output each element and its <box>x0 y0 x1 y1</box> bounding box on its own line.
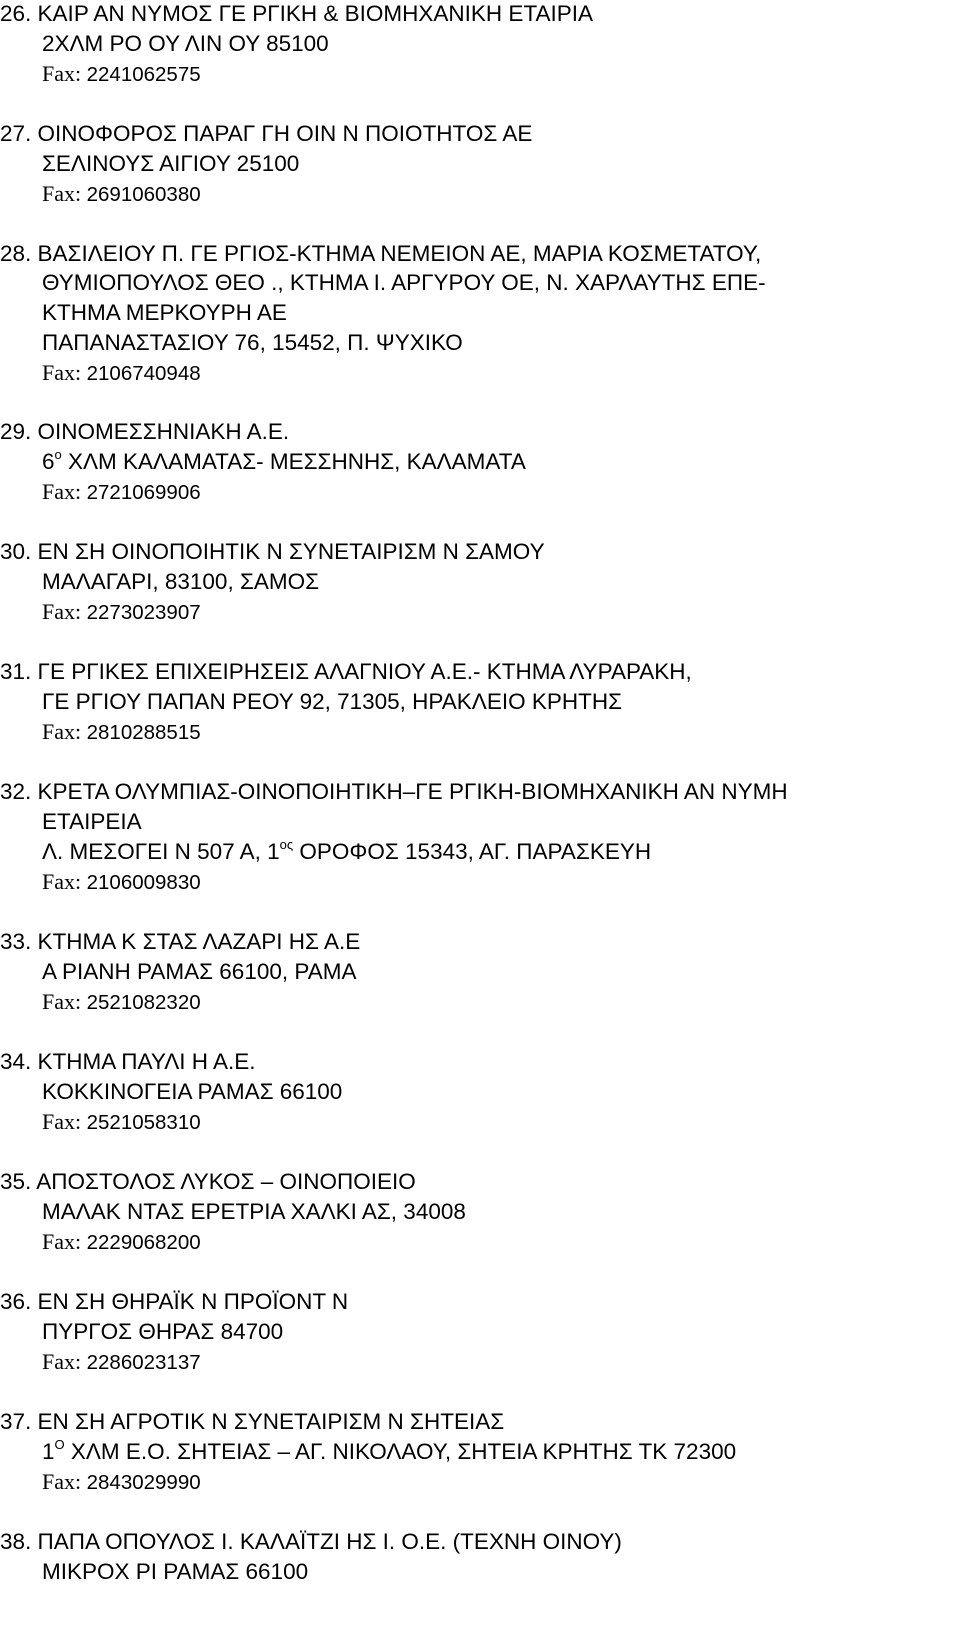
entry-31-name: 31. ΓΕ ΡΓΙΚΕΣ ΕΠΙΧΕΙΡΗΣΕΙΣ ΑΛΑΓΝΙΟΥ Α.Ε.- ΚΤΗΜΑ ΛΥΡΑΡΑΚΗ, <box>0 659 692 684</box>
entry-37-name: 37. ΕΝ ΣΗ ΑΓΡΟΤΙΚ Ν ΣΥΝΕΤΑΙΡΙΣΜ Ν ΣΗΤΕΙΑΣ <box>0 1409 505 1434</box>
entry-34-address: ΚΟΚΚΙΝΟΓΕΙΑ ΡΑΜΑΣ 66100 <box>42 1079 343 1104</box>
entry-29-address: $6^o$ ΧΛΜ ΚΑΛΑΜΑΤΑΣ- ΜΕΣΣΗΝΗΣ, ΚΑΛΑΜΑΤΑ <box>42 446 526 474</box>
entry-28-address-3: ΠΑΠΑΝΑΣΤΑΣΙΟΥ 76, 15452, Π. ΨΥΧΙΚΟ <box>42 330 463 355</box>
entry-27-name: 27. ΟΙΝΟΦΟΡΟΣ ΠΑΡΑΓ ΓΗ ΟΙΝ Ν ΠΟΙΟΤΗΤΟΣ ΑΕ <box>0 121 533 146</box>
entry-37-fax: Fax: 2843029990 <box>42 1469 201 1494</box>
entry-30-address: ΜΑΛΑΓΑΡΙ, 83100, ΣΑΜΟΣ <box>42 569 320 594</box>
entry-32-address-1: ΕΤΑΙΡΕΙΑ <box>42 809 142 834</box>
entry-33-address: Α ΡΙΑΝΗ ΡΑΜΑΣ 66100, ΡΑΜΑ <box>42 959 357 984</box>
entry-35-address: ΜΑΛΑΚ ΝΤΑΣ ΕΡΕΤΡΙΑ ΧΑΛΚΙ ΑΣ, 34008 <box>42 1199 466 1224</box>
entry-29-name: 29. ΟΙΝΟΜΕΣΣΗΝΙΑΚΗ Α.Ε. <box>0 419 290 444</box>
entry-28-name: 28. ΒΑΣΙΛΕΙΟΥ Π. ΓΕ ΡΓΙΟΣ-ΚΤΗΜΑ ΝΕΜΕΙΟΝ ΑΕ, ΜΑΡΙΑ ΚΟΣΜΕΤΑΤΟΥ, <box>0 241 762 266</box>
entry-31-fax: Fax: 2810288515 <box>42 719 201 744</box>
entry-34-fax: Fax: 2521058310 <box>42 1109 201 1134</box>
entry-36-name: 36. ΕΝ ΣΗ ΘΗΡΑΪΚ Ν ΠΡΟΪΟΝΤ Ν <box>0 1289 349 1314</box>
entry-27-fax: Fax: 2691060380 <box>42 181 201 206</box>
entry-29-fax: Fax: 2721069906 <box>42 479 201 504</box>
entry-26-fax: Fax: 2241062575 <box>42 61 201 86</box>
entry-38-address: ΜΙΚΡΟΧ ΡΙ ΡΑΜΑΣ 66100 <box>42 1559 309 1584</box>
entry-36-address: ΠΥΡΓΟΣ ΘΗΡΑΣ 84700 <box>42 1319 284 1344</box>
entry-28-fax: Fax: 2106740948 <box>42 360 201 385</box>
entry-33-name: 33. ΚΤΗΜΑ Κ ΣΤΑΣ ΛΑΖΑΡΙ ΗΣ Α.Ε <box>0 929 361 954</box>
entry-31-address: ΓΕ ΡΓΙΟΥ ΠΑΠΑΝ ΡΕΟΥ 92, 71305, ΗΡΑΚΛΕΙΟ ΚΡΗΤΗΣ <box>42 689 622 714</box>
entry-38-name: 38. ΠΑΠΑ ΟΠΟΥΛΟΣ Ι. ΚΑΛΑΪΤΖΙ ΗΣ Ι. Ο.Ε. (ΤΕΧΝΗ ΟΙΝΟΥ) <box>0 1529 622 1554</box>
entry-37-address: $1^O$ ΧΛΜ Ε.Ο. ΣΗΤΕΙΑΣ – ΑΓ. ΝΙΚΟΛΑΟΥ, ΣΗΤΕΙΑ ΚΡΗΤΗΣ ΤΚ 72300 <box>42 1436 737 1464</box>
entry-28-address-1: ΘΥΜΙΟΠΟΥΛΟΣ ΘΕΟ ., ΚΤΗΜΑ Ι. ΑΡΓΥΡΟΥ ΟΕ, Ν. ΧΑΡΛΑΥΤΗΣ ΕΠΕ- <box>42 270 766 295</box>
entry-34-name: 34. ΚΤΗΜΑ ΠΑΥΛΙ Η Α.Ε. <box>0 1049 256 1074</box>
entry-30-name: 30. ΕΝ ΣΗ ΟΙΝΟΠΟΙΗΤΙΚ Ν ΣΥΝΕΤΑΙΡΙΣΜ Ν ΣΑΜΟΥ <box>0 539 545 564</box>
entry-32-fax: Fax: 2106009830 <box>42 869 201 894</box>
entry-30-fax: Fax: 2273023907 <box>42 599 201 624</box>
entry-28-address-2: ΚΤΗΜΑ ΜΕΡΚΟΥΡΗ ΑΕ <box>42 300 287 325</box>
entry-26-name: 26. ΚΑΙΡ ΑΝ ΝΥΜΟΣ ΓΕ ΡΓΙΚΗ & ΒΙΟΜΗΧΑΝΙΚΗ ΕΤΑΙΡΙΑ <box>0 1 594 26</box>
entry-26-address: 2ΧΛΜ ΡΟ ΟΥ ΛΙΝ ΟΥ 85100 <box>42 31 329 56</box>
entry-35-name: 35. ΑΠΟΣΤΟΛΟΣ ΛΥΚΟΣ – ΟΙΝΟΠΟΙΕΙΟ <box>0 1169 416 1194</box>
entry-33-fax: Fax: 2521082320 <box>42 989 201 1014</box>
entry-32-name: 32. ΚΡΕΤΑ ΟΛΥΜΠΙΑΣ-ΟΙΝΟΠΟΙΗΤΙΚΗ–ΓΕ ΡΓΙΚΗ-ΒΙΟΜΗΧΑΝΙΚΗ ΑΝ ΝΥΜΗ <box>0 779 788 804</box>
entry-32-address-2: Λ. ΜΕΣΟΓΕΙ Ν 507 Α, $1^{o\varsigma}$ ΟΡΟΦΟΣ 15343, ΑΓ. ΠΑΡΑΣΚΕΥΗ <box>42 836 652 864</box>
entry-35-fax: Fax: 2229068200 <box>42 1229 201 1254</box>
entry-27-address: ΣΕΛΙΝΟΥΣ ΑΙΓΙΟΥ 25100 <box>42 151 300 176</box>
entry-36-fax: Fax: 2286023137 <box>42 1349 201 1374</box>
